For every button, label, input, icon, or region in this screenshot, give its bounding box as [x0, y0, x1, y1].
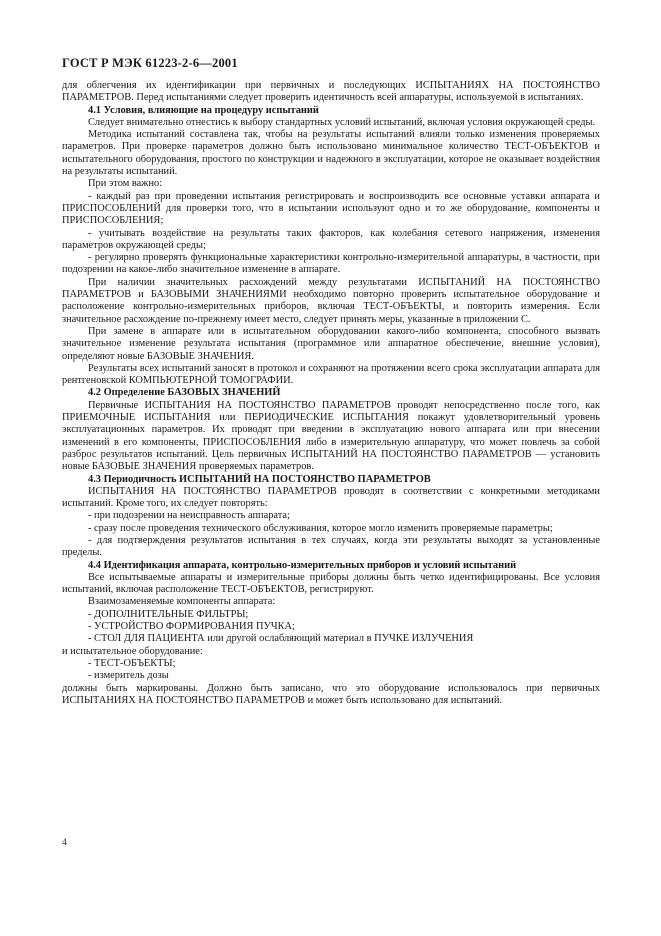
paragraph: и испытательное оборудование:: [62, 645, 203, 657]
paragraph: должны быть маркированы. Должно быть записано, что это оборудование использовалось при первичных ИСПЫТАНИЯХ НА ПОСТОЯНСТВО ПАРАМЕТРОВ и может быть использовано для испытаний.: [62, 682, 600, 706]
paragraph: Следует внимательно отнестись к выбору стандартных условий испытаний, включая условия окружающей среды.: [88, 116, 596, 128]
document-body: [62, 80, 600, 707]
paragraph: При замене в аппарате или в испытательном оборудовании какого-либо компонента, способного вызвать значительное изменение результата испытания (программное или аппаратное обеспечение, внешние условия), определяют новые БАЗОВЫЕ ЗНАЧЕНИЯ.: [62, 325, 600, 362]
section-heading-4-1: 4.1 Условия, влияющие на процедуру испытаний: [88, 104, 319, 116]
list-item: - УСТРОЙСТВО ФОРМИРОВАНИЯ ПУЧКА;: [88, 621, 295, 633]
list-item: - ДОПОЛНИТЕЛЬНЫЕ ФИЛЬТРЫ;: [88, 608, 249, 620]
paragraph: Результаты всех испытаний заносят в протокол и сохраняют на протяжении всего срока эксплуатации аппарата для рентгеновской КОМПЬЮТЕРНОЙ ТОМОГРАФИИ.: [62, 362, 600, 387]
list-item: - ТЕСТ-ОБЪЕКТЫ;: [88, 657, 176, 669]
document-header: ГОСТ Р МЭК 61223-2-6—2001: [62, 56, 238, 70]
section-heading-4-2: 4.2 Определение БАЗОВЫХ ЗНАЧЕНИЙ: [88, 387, 281, 399]
section-heading-4-3: 4.3 Периодичность ИСПЫТАНИЙ НА ПОСТОЯНСТВО ПАРАМЕТРОВ: [88, 473, 431, 485]
paragraph: Первичные ИСПЫТАНИЯ НА ПОСТОЯНСТВО ПАРАМЕТРОВ проводят непосредственно после того, как ПРИЕМОЧНЫЕ ИСПЫТАНИЯ или ПЕРИОДИЧЕСКИЕ ИСПЫТАНИЯ покажут удовлетворительный уровень эксплуатационных параметров. Их проводят при введении в эксплуатацию нового аппарата или при внесении изменений в его компоненты, ПРИСПОСОБЛЕНИЯ либо в измерительную аппаратуру, что может повлечь за собой разброс результатов испытаний. Цель первичных ИСПЫТАНИЙ НА ПОСТОЯНСТВО ПАРАМЕТРОВ — установить новые БАЗОВЫЕ ЗНАЧЕНИЯ проверяемых параметров.: [62, 399, 600, 473]
paragraph: Все испытываемые аппараты и измерительные приборы должны быть четко идентифицированы. Все условия испытаний, включая расположение ТЕСТ-ОБЪЕКТОВ, регистрируют.: [62, 571, 600, 596]
paragraph: Методика испытаний составлена так, чтобы на результаты испытаний влияли только изменения проверяемых параметров. При проверке параметров должно быть использовано минимальное количество ТЕСТ-ОБЪЕКТОВ и испытательного оборудования, простого по конструкции и надежного в эксплуатации, которое не оказывает воздействия на результаты испытаний.: [62, 129, 600, 178]
list-item: - сразу после проведения технического обслуживания, которое могло изменить проверяемые параметры;: [88, 522, 553, 534]
paragraph: ИСПЫТАНИЯ НА ПОСТОЯНСТВО ПАРАМЕТРОВ проводят в соответствии с конкретными методиками испытаний. Кроме того, их следует повторять:: [62, 485, 600, 510]
list-item: - учитывать воздействие на результаты таких факторов, как колебания сетевого напряжения, изменения параметров окружающей среды;: [62, 227, 600, 251]
paragraph: При этом важно:: [88, 178, 163, 190]
list-item: - для подтверждения результатов испытания в тех случаях, когда эти результаты выходят за установленные пределы.: [62, 534, 600, 559]
paragraph: При наличии значительных расхождений между результатами ИСПЫТАНИЙ НА ПОСТОЯНСТВО ПАРАМЕТРОВ и БАЗОВЫМИ ЗНАЧЕНИЯМИ необходимо повторно проверить испытательное оборудование и расположение контрольно-измерительных приборов, включая ТЕСТ-ОБЪЕКТЫ, и повторить измерения. Если значительное расхождение по-прежнему имеет место, следует принять меры, указанные в приложении С.: [62, 276, 600, 325]
paragraph: Взаимозаменяемые компоненты аппарата:: [88, 596, 276, 608]
list-item: - каждый раз при проведении испытания регистрировать и воспроизводить все основные уставки аппарата и ПРИСПОСОБЛЕНИЙ для проверки того, что в испытании используют одно и то же оборудование, компоненты и ПРИСПОСОБЛЕНИЯ;: [62, 190, 600, 227]
list-item: - при подозрении на неисправность аппарата;: [88, 510, 290, 522]
paragraph: для облегчения их идентификации при первичных и последующих ИСПЫТАНИЯХ НА ПОСТОЯНСТВО ПАРАМЕТРОВ. Перед испытаниями следует проверить идентичность всей аппаратуры, используемой в испытаниях.: [62, 80, 600, 104]
list-item: - СТОЛ ДЛЯ ПАЦИЕНТА или другой ослабляющий материал в ПУЧКЕ ИЗЛУЧЕНИЯ: [88, 633, 474, 645]
page-number: 4: [62, 838, 67, 848]
list-item: - измеритель дозы: [88, 670, 169, 682]
section-heading-4-4: 4.4 Идентификация аппарата, контрольно-измерительных приборов и условий испытаний: [88, 559, 517, 571]
list-item: - регулярно проверять функциональные характеристики контрольно-измерительной аппаратуры, в частности, при подозрении на какое-либо значительное изменение в аппарате.: [62, 252, 600, 276]
